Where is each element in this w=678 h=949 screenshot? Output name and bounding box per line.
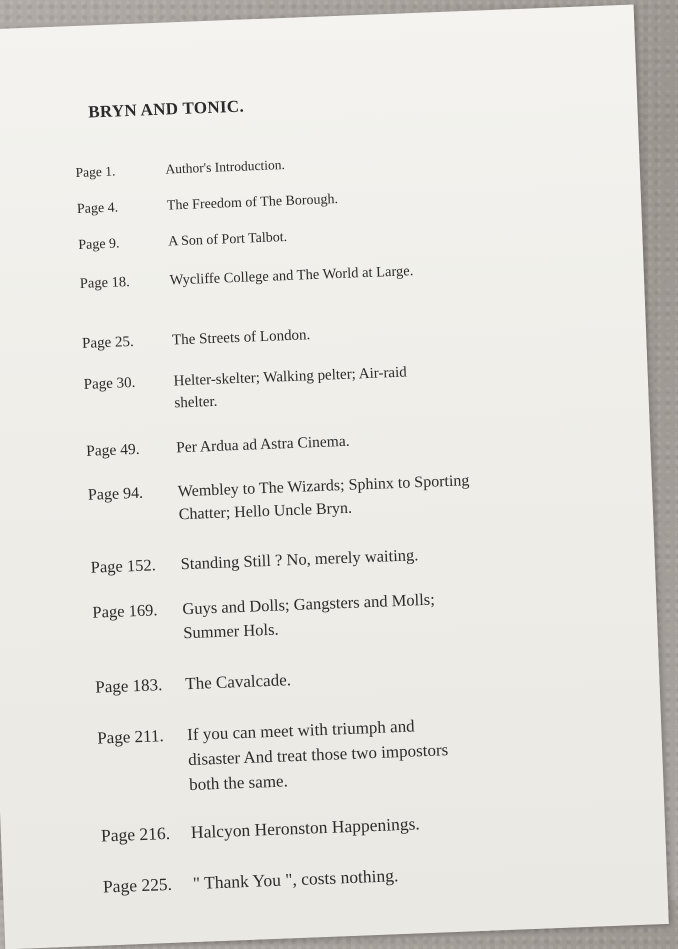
book-page xyxy=(0,5,669,949)
toc-chapter-title: The Streets of London. xyxy=(171,327,311,349)
toc-chapter-title: Wembley to The Wizards; Sphinx to Sporting Chatter; Hello Uncle Bryn. xyxy=(177,472,470,524)
toc-chapter-title: A Son of Port Talbot. xyxy=(167,229,288,250)
toc-entry xyxy=(92,581,613,649)
toc-page-number: Page 225. xyxy=(102,873,173,897)
toc-page-number: Page 211. xyxy=(96,726,165,748)
toc-page-number: Page 94. xyxy=(87,484,144,504)
toc-entry xyxy=(83,354,604,418)
toc-page-number: Page 4. xyxy=(76,200,119,218)
toc-page-number: Page 183. xyxy=(94,675,163,697)
toc-page-number: Page 216. xyxy=(100,822,171,846)
toc-entry xyxy=(103,855,624,900)
toc-chapter-title: Helter-skelter; Walking pelter; Air-raid shelter. xyxy=(173,364,408,412)
toc-page-number: Page 169. xyxy=(92,600,158,622)
toc-chapter-title: Halcyon Heronston Happenings. xyxy=(190,813,421,843)
toc-entry xyxy=(77,180,597,220)
toc-entry xyxy=(79,254,599,295)
toc-chapter-title: Wycliffe College and The World at Large. xyxy=(169,263,414,289)
toc-chapter-title: The Cavalcade. xyxy=(184,670,292,694)
toc-page-number: Page 30. xyxy=(83,374,136,393)
toc-chapter-title: Guys and Dolls; Gangsters and Molls; Summer Hols. xyxy=(182,589,436,643)
toc-entry xyxy=(90,536,610,579)
toc-page-number: Page 18. xyxy=(79,274,131,292)
toc-entry xyxy=(82,314,602,355)
toc-entry xyxy=(101,804,622,849)
toc-chapter-title: The Freedom of The Borough. xyxy=(166,192,339,214)
toc-entry xyxy=(95,656,616,700)
toc-page-number: Page 9. xyxy=(78,236,120,253)
toc-entry xyxy=(97,706,619,801)
toc-entry xyxy=(78,216,598,256)
toc-chapter-title: If you can meet with triumph and disaster And treat those two impostors both the same. xyxy=(186,716,449,795)
toc-chapter-title: Standing Still ? No, merely waiting. xyxy=(180,545,419,574)
toc-page-number: Page 49. xyxy=(85,440,140,460)
toc-page-number: Page 152. xyxy=(90,555,157,577)
toc-entry xyxy=(88,464,609,530)
toc-chapter-title: Per Ardua ad Astra Cinema. xyxy=(175,432,350,457)
toc-chapter-title: " Thank You ", costs nothing. xyxy=(192,865,399,894)
toc-page-number: Page 1. xyxy=(75,163,116,181)
toc-entry xyxy=(86,421,606,463)
book-title: BRYN AND TONIC. xyxy=(87,96,245,122)
toc-entry xyxy=(75,143,595,183)
toc-chapter-title: Author's Introduction. xyxy=(165,157,286,177)
toc-page-number: Page 25. xyxy=(81,333,135,352)
